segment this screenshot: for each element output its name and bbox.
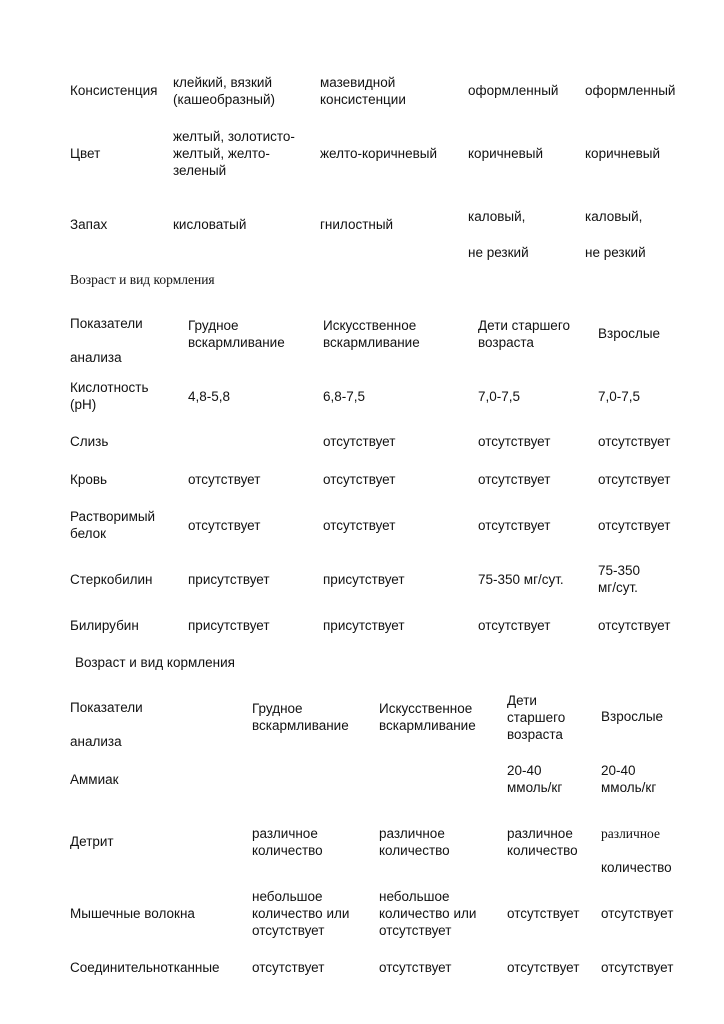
table-1-cell: желтый, золотисто- желтый, желто- зеленый <box>173 129 295 178</box>
table-2-cell: 7,0-7,5 <box>598 389 641 404</box>
table-3-param-detritus: Детрит <box>70 834 114 849</box>
table-2-param-blood: Кровь <box>70 472 108 487</box>
table-2-cell: отсутствует <box>188 472 261 487</box>
table-2-header-breastfeeding: Грудное вскармливание <box>188 318 285 350</box>
section-title-2: Возраст и вид кормления <box>75 655 235 670</box>
table-1-cell: оформленный <box>468 83 559 98</box>
table-3-header-param: Показатели анализа <box>70 700 143 749</box>
table-2-param-acidity: Кислотность (pH) <box>70 380 149 412</box>
table-2-header-artificial: Искусственное вскармливание <box>323 318 420 350</box>
table-2-param-bilirubin: Билирубин <box>70 618 139 633</box>
table-2-cell: 6,8-7,5 <box>323 389 366 404</box>
table-3-header-artificial: Искусственное вскармливание <box>379 701 476 733</box>
table-2-param-stercobilin: Стеркобилин <box>70 572 153 587</box>
table-3-cell: отсутствует <box>379 960 452 975</box>
table-1-cell: клейкий, вязкий (кашеобразный) <box>173 75 276 107</box>
table-3-cell: различное количество <box>379 826 450 858</box>
table-1-param-consistency: Консистенция <box>70 83 158 98</box>
table-2-param-soluble-protein: Растворимый белок <box>70 509 156 541</box>
section-title-1: Возраст и вид кормления <box>70 272 215 287</box>
table-2-cell: отсутствует <box>478 434 551 449</box>
table-2-cell: 4,8-5,8 <box>188 389 231 404</box>
table-3-cell: 20-40 ммоль/кг <box>507 763 563 795</box>
table-1-cell: гнилостный <box>320 217 394 232</box>
table-2-cell: 75-350 мг/сут. <box>478 572 564 587</box>
table-2-cell: присутствует <box>188 572 270 587</box>
table-2-header-adults: Взрослые <box>598 326 661 341</box>
table-2-cell: отсутствует <box>188 518 261 533</box>
table-2-cell: отсутствует <box>598 434 671 449</box>
table-2-cell: отсутствует <box>323 434 396 449</box>
table-3-header-breastfeeding: Грудное вскармливание <box>252 701 349 733</box>
table-2-cell: 7,0-7,5 <box>478 389 521 404</box>
table-3-cell: отсутствует <box>601 960 674 975</box>
table-3-cell: различное количество <box>601 826 672 875</box>
table-3-header-older-children: Дети старшего возраста <box>507 693 566 742</box>
table-3-cell: отсутствует <box>601 906 674 921</box>
table-3-cell: отсутствует <box>252 960 325 975</box>
table-1-cell: каловый, не резкий <box>585 209 646 260</box>
table-1-cell: оформленный <box>585 83 676 98</box>
table-3-cell: отсутствует <box>507 960 580 975</box>
table-2-cell: отсутствует <box>323 518 396 533</box>
table-2-param-mucus: Слизь <box>70 434 109 449</box>
table-2-cell: отсутствует <box>478 472 551 487</box>
table-2-cell: присутствует <box>323 618 405 633</box>
table-1-cell: коричневый <box>585 146 661 161</box>
table-2-cell: 75-350 мг/сут. <box>598 563 641 595</box>
table-1-cell: коричневый <box>468 146 544 161</box>
table-2-header-param: Показатели анализа <box>70 316 143 365</box>
table-3-param-muscle-fibers: Мышечные волокна <box>70 906 195 921</box>
table-2-cell: отсутствует <box>598 518 671 533</box>
table-1-cell: кисловатый <box>173 217 247 232</box>
table-2-cell: присутствует <box>188 618 270 633</box>
table-2-cell: отсутствует <box>478 618 551 633</box>
table-3-header-adults: Взрослые <box>601 709 664 724</box>
table-3-cell: различное количество <box>252 826 323 858</box>
table-2-cell: отсутствует <box>323 472 396 487</box>
table-3-param-ammonia: Аммиак <box>70 772 119 787</box>
table-1-param-smell: Запах <box>70 217 108 232</box>
table-2-cell: отсутствует <box>598 472 671 487</box>
table-2-cell: присутствует <box>323 572 405 587</box>
table-1-param-color: Цвет <box>70 146 101 161</box>
table-3-param-connective-tissue: Соединительнотканные <box>70 960 220 975</box>
table-3-cell: различное количество <box>507 826 578 858</box>
table-1-cell: желто-коричневый <box>320 146 438 161</box>
table-3-cell: небольшое количество или отсутствует <box>252 889 350 938</box>
table-3-cell: отсутствует <box>507 906 580 921</box>
table-3-cell: небольшое количество или отсутствует <box>379 889 477 938</box>
table-2-cell: отсутствует <box>598 618 671 633</box>
table-1-cell: каловый, не резкий <box>468 209 529 260</box>
table-2-header-older-children: Дети старшего возраста <box>478 318 570 350</box>
table-1-cell: мазевидной консистенции <box>320 75 406 107</box>
table-2-cell: отсутствует <box>478 518 551 533</box>
table-3-cell: 20-40 ммоль/кг <box>601 763 657 795</box>
